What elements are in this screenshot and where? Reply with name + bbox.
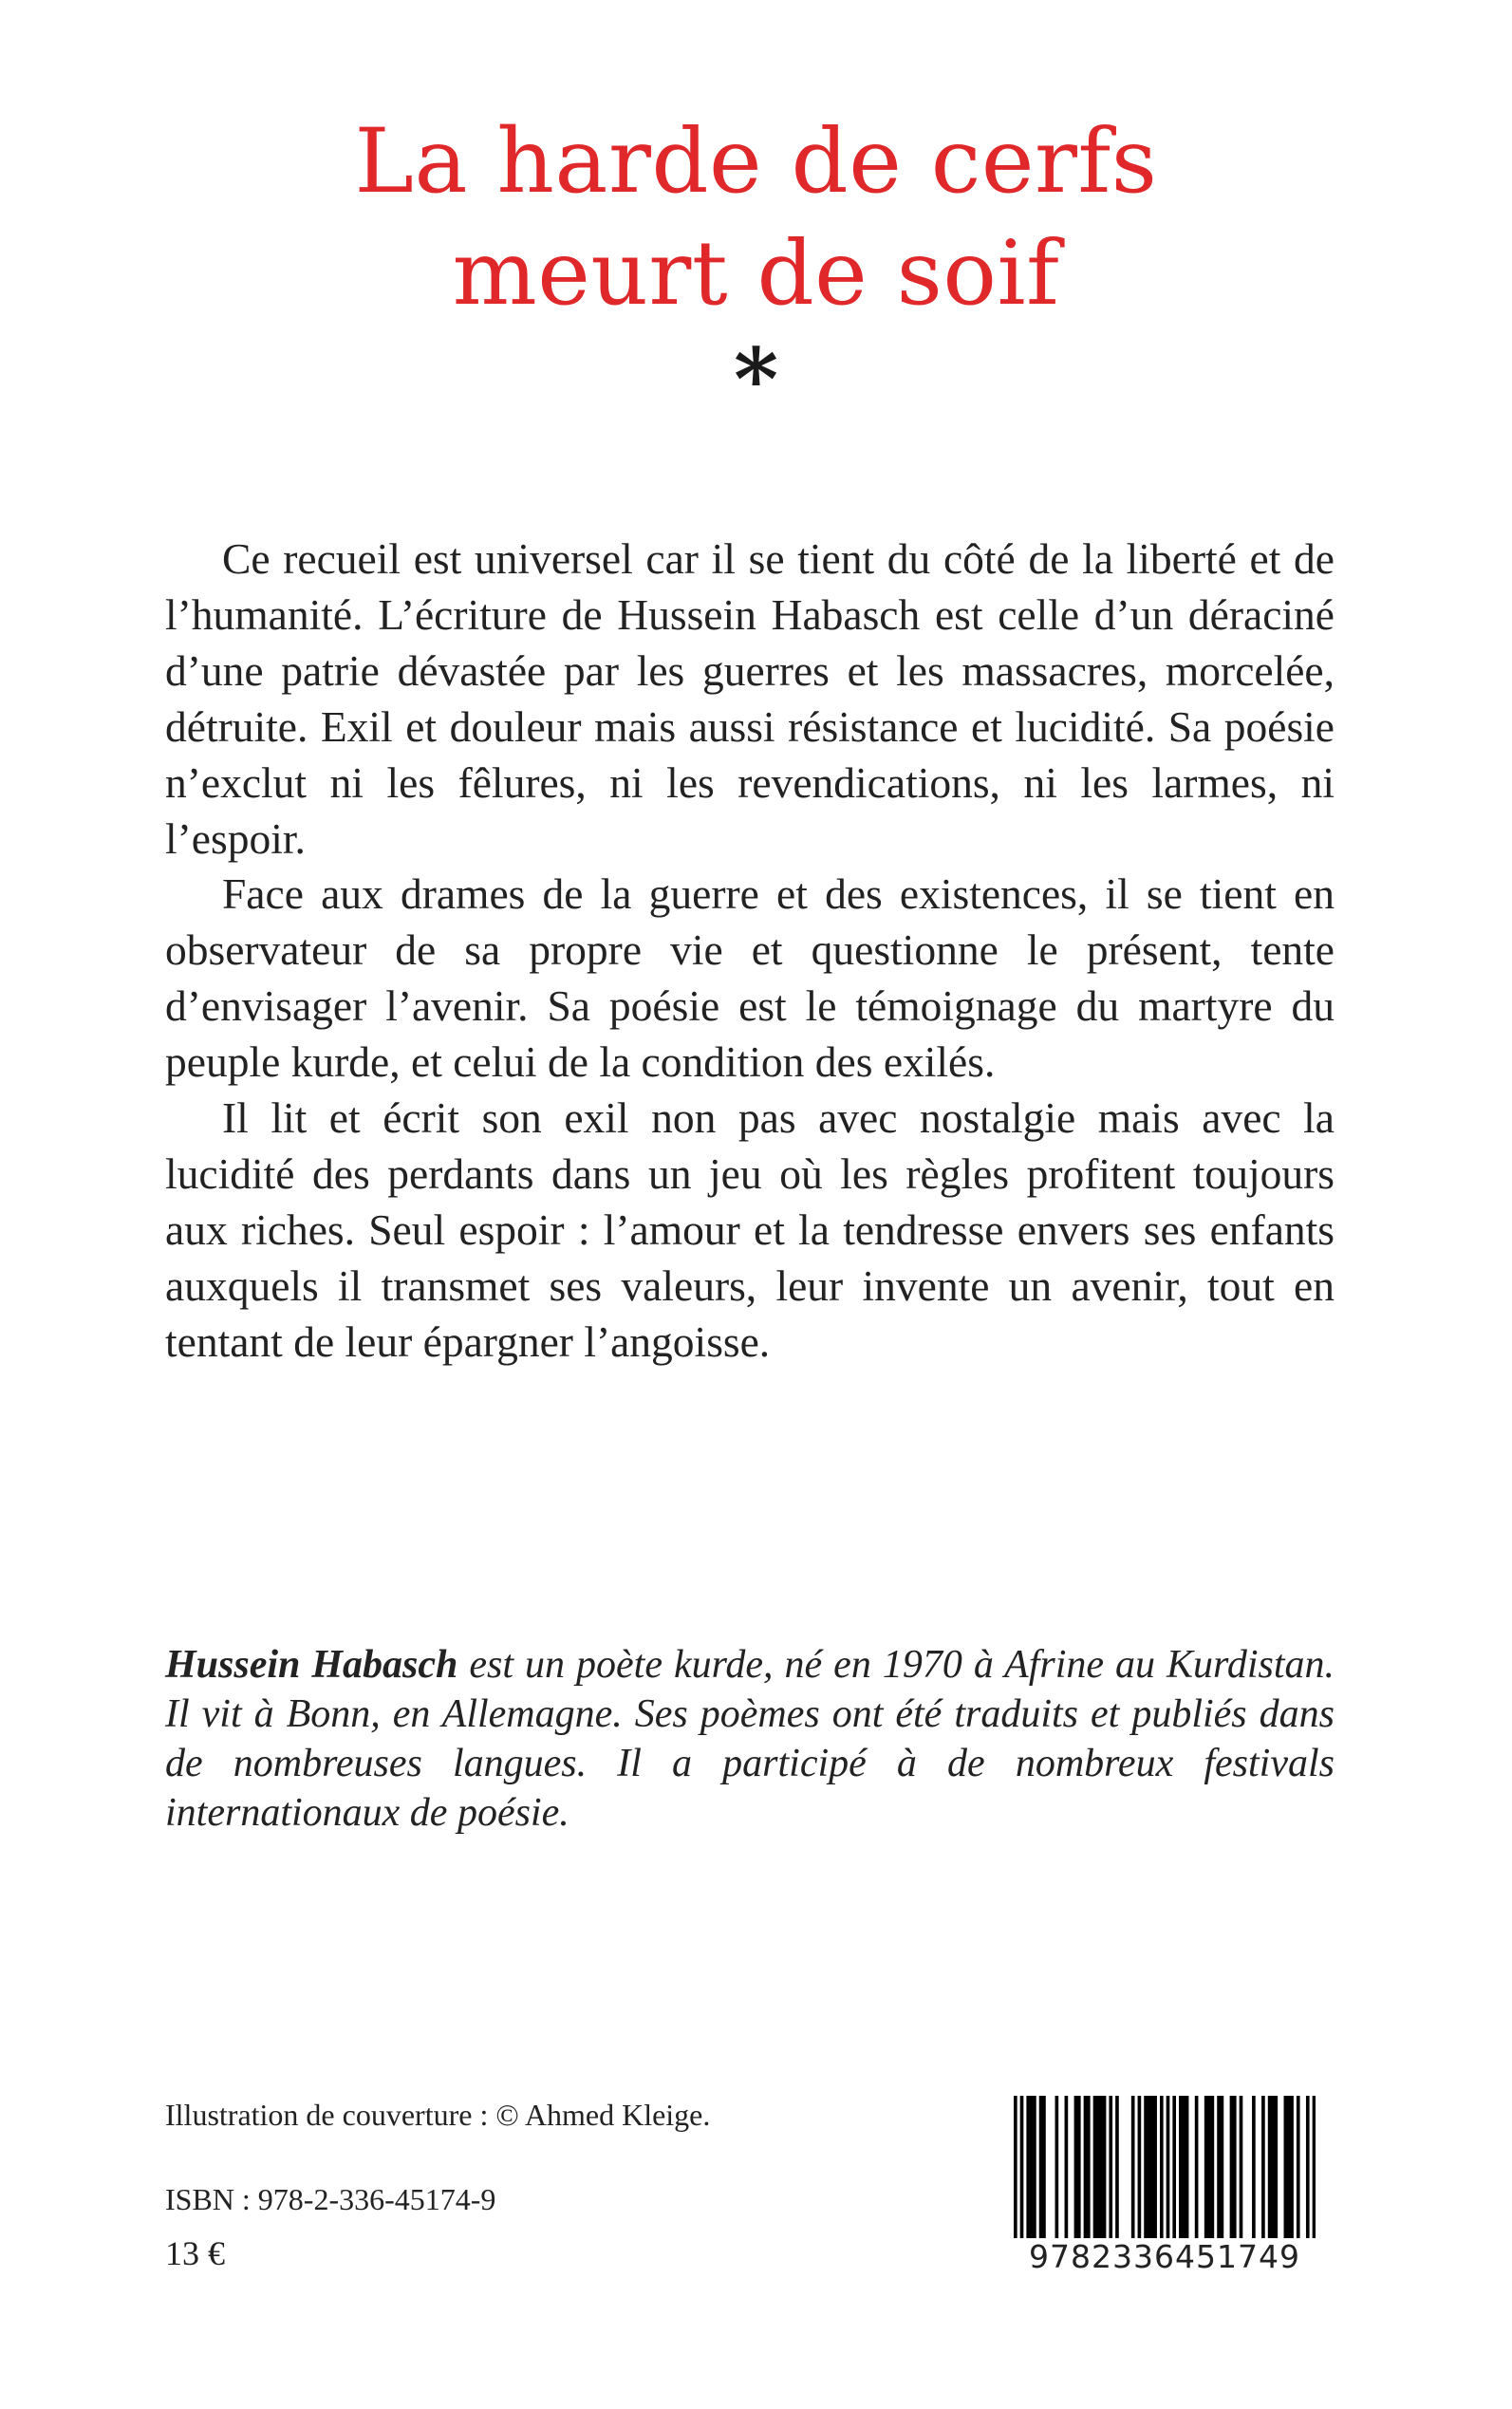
author-bio-text: est un poète kurde, né en 1970 à Afrine au Kurdistan. Il vit à Bonn, en Allemagne. Ses poèmes ont été traduits et publiés dans de nombreuses langues. Il a participé à de nombreux festivals internationaux de poésie.	[165, 1643, 1335, 1835]
barcode-bar	[1093, 2096, 1097, 2240]
barcode-digits: 9782336451749	[1014, 2238, 1316, 2276]
blurb-paragraph-2: Face aux drames de la guerre et des existences, il se tient en observateur de sa propre vie et questionne le présent, tente d’envisager l’avenir. Sa poésie est le témoignage du martyre du peuple kurde, et celui de la condition des exilés.	[165, 869, 1335, 1087]
barcode-bar	[1030, 2096, 1034, 2240]
author-bio	[165, 1640, 1335, 1838]
barcode-bar	[1284, 2096, 1288, 2240]
barcode-bar	[1020, 2096, 1024, 2257]
barcode-bar	[1014, 2096, 1017, 2257]
barcode-bar	[1099, 2096, 1103, 2240]
barcode-bar	[1217, 2096, 1221, 2240]
barcode-bar	[1240, 2096, 1243, 2240]
price: 13 €	[165, 2234, 225, 2272]
blurb	[165, 532, 1335, 1371]
barcode-bar	[1230, 2096, 1234, 2240]
barcode-bar	[1271, 2096, 1275, 2240]
barcode-bar	[1221, 2096, 1224, 2240]
barcode-bar	[1103, 2096, 1107, 2240]
barcode-bar	[1077, 2096, 1081, 2240]
barcode-bar	[1287, 2096, 1291, 2240]
barcode-bar	[1109, 2096, 1112, 2240]
barcode-bar	[1065, 2096, 1069, 2240]
barcode-bar	[1211, 2096, 1215, 2240]
barcode-bar	[1207, 2096, 1211, 2240]
book-title	[0, 106, 1512, 330]
barcode-bar	[1084, 2096, 1088, 2240]
isbn: ISBN : 978-2-336-45174-9	[165, 2182, 496, 2216]
barcode-bar	[1148, 2096, 1151, 2240]
barcode-bar	[1167, 2096, 1170, 2257]
barcode-bar	[1172, 2096, 1176, 2240]
barcode-bar	[1252, 2096, 1256, 2240]
author-name: Hussein Habasch	[165, 1643, 458, 1687]
barcode-bar	[1039, 2096, 1043, 2240]
barcode	[1014, 2096, 1316, 2276]
barcode-bar	[1313, 2096, 1316, 2257]
barcode-bar	[1153, 2096, 1157, 2240]
barcode-bar	[1131, 2096, 1135, 2240]
barcode-bar	[1033, 2096, 1036, 2240]
illustration-credit: Illustration de couverture : © Ahmed Kleige.	[165, 2098, 711, 2132]
barcode-bar	[1074, 2096, 1078, 2240]
barcode-bar	[1290, 2096, 1294, 2240]
barcode-bar	[1268, 2096, 1272, 2240]
barcode-bar	[1087, 2096, 1091, 2240]
barcode-bar	[1138, 2096, 1142, 2240]
barcode-bar	[1195, 2096, 1199, 2240]
barcode-bar	[1297, 2096, 1300, 2240]
barcode-bar	[1274, 2096, 1278, 2240]
barcode-bar	[1261, 2096, 1265, 2240]
barcode-bar	[1115, 2096, 1119, 2240]
barcode-bar	[1182, 2096, 1185, 2240]
barcode-bar	[1233, 2096, 1237, 2240]
barcode-bar	[1026, 2096, 1030, 2240]
barcode-bar	[1150, 2096, 1154, 2240]
barcode-bar	[1306, 2096, 1310, 2257]
book-title-line-2: meurt de soif	[452, 222, 1060, 326]
book-title-line-1: La harde de cerfs	[354, 110, 1158, 214]
asterisk-separator: *	[733, 329, 779, 430]
barcode-bar	[1144, 2096, 1148, 2240]
barcode-bar	[1185, 2096, 1189, 2240]
barcode-bar	[1160, 2096, 1164, 2257]
barcode-bar	[1042, 2096, 1046, 2240]
blurb-paragraph-3: Il lit et écrit son exil non pas avec nostalgie mais avec la lucidité des perdants dans un jeu où les règles profitent toujours aux riches. Seul espoir : l’amour et la tendresse envers ses enfants auxquels il transmet ses valeurs, leur invente un avenir, tout en tentant de leur épargner l’angoisse.	[165, 1093, 1335, 1366]
barcode-bar	[1204, 2096, 1208, 2240]
barcode-bar	[1055, 2096, 1059, 2240]
blurb-paragraph-1: Ce recueil est universel car il se tient du côté de la liberté et de l’humanité. L’écriture de Hussein Habasch est celle d’un déraciné d’une patrie dévastée par les guerres et les massacres, morcelée, détruite. Exil et douleur mais aussi résistance et lucidité. Sa poésie n’exclut ni les fêlures, ni les revendications, ni les larmes, ni l’espoir.	[165, 534, 1335, 863]
barcode-bar	[1179, 2096, 1183, 2240]
barcode-bar	[1096, 2096, 1100, 2240]
